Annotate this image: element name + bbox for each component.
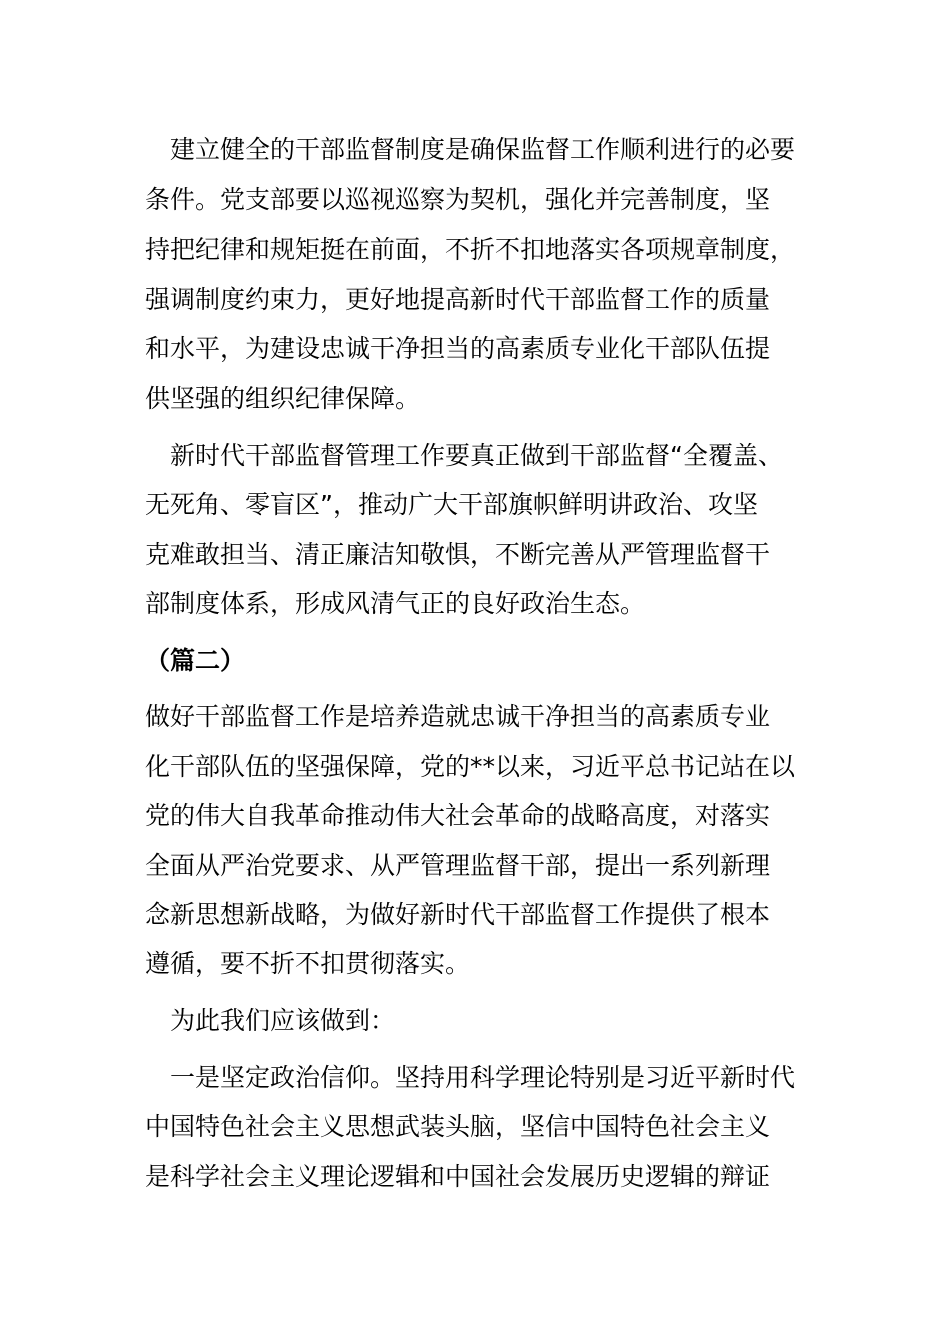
text-line: 建立健全的干部监督制度是确保监督工作顺利进行的必要 [145,135,796,164]
text-line: 和水平，为建设忠诚干净担当的高素质专业化干部队伍提 [145,334,771,363]
text-line: 是科学社会主义理论逻辑和中国社会发展历史逻辑的辩证 [145,1162,771,1191]
text-line: 条件。党支部要以巡视巡察为契机，强化并完善制度，坚 [145,185,771,214]
text-line: 新时代干部监督管理工作要真正做到干部监督“全覆盖、 [145,441,783,470]
text-line: 念新思想新战略，为做好新时代干部监督工作提供了根本 [145,900,771,929]
section-heading-text: （篇二） [145,646,246,675]
text-line: 中国特色社会主义思想武装头脑，坚信中国特色社会主义 [145,1112,771,1141]
text-line: 一是坚定政治信仰。坚持用科学理论特别是习近平新时代 [145,1063,796,1092]
text-line: 持把纪律和规矩挺在前面，不折不扣地落实各项规章制度， [145,235,796,264]
text-line: 遵循，要不折不扣贯彻落实。 [145,949,471,978]
text-line: 做好干部监督工作是培养造就忠诚干净担当的高素质专业 [145,702,771,731]
text-line: 克难敢担当、清正廉洁知敬惧，不断完善从严管理监督干 [145,540,771,569]
text-line: 化干部队伍的坚强保障，党的**以来，习近平总书记站在以 [145,752,796,781]
text-line: 强调制度约束力，更好地提高新时代干部监督工作的质量 [145,285,771,314]
text-line: 无死角、零盲区”，推动广大干部旗帜鲜明讲政治、攻坚 [145,490,758,519]
text-line: 全面从严治党要求、从严管理监督干部，提出一系列新理 [145,851,771,880]
text-line: 为此我们应该做到： [145,1006,396,1035]
text-line: 党的伟大自我革命推动伟大社会革命的战略高度，对落实 [145,801,771,830]
text-line: 供坚强的组织纪律保障。 [145,384,421,413]
text-line: 部制度体系，形成风清气正的良好政治生态。 [145,589,646,618]
